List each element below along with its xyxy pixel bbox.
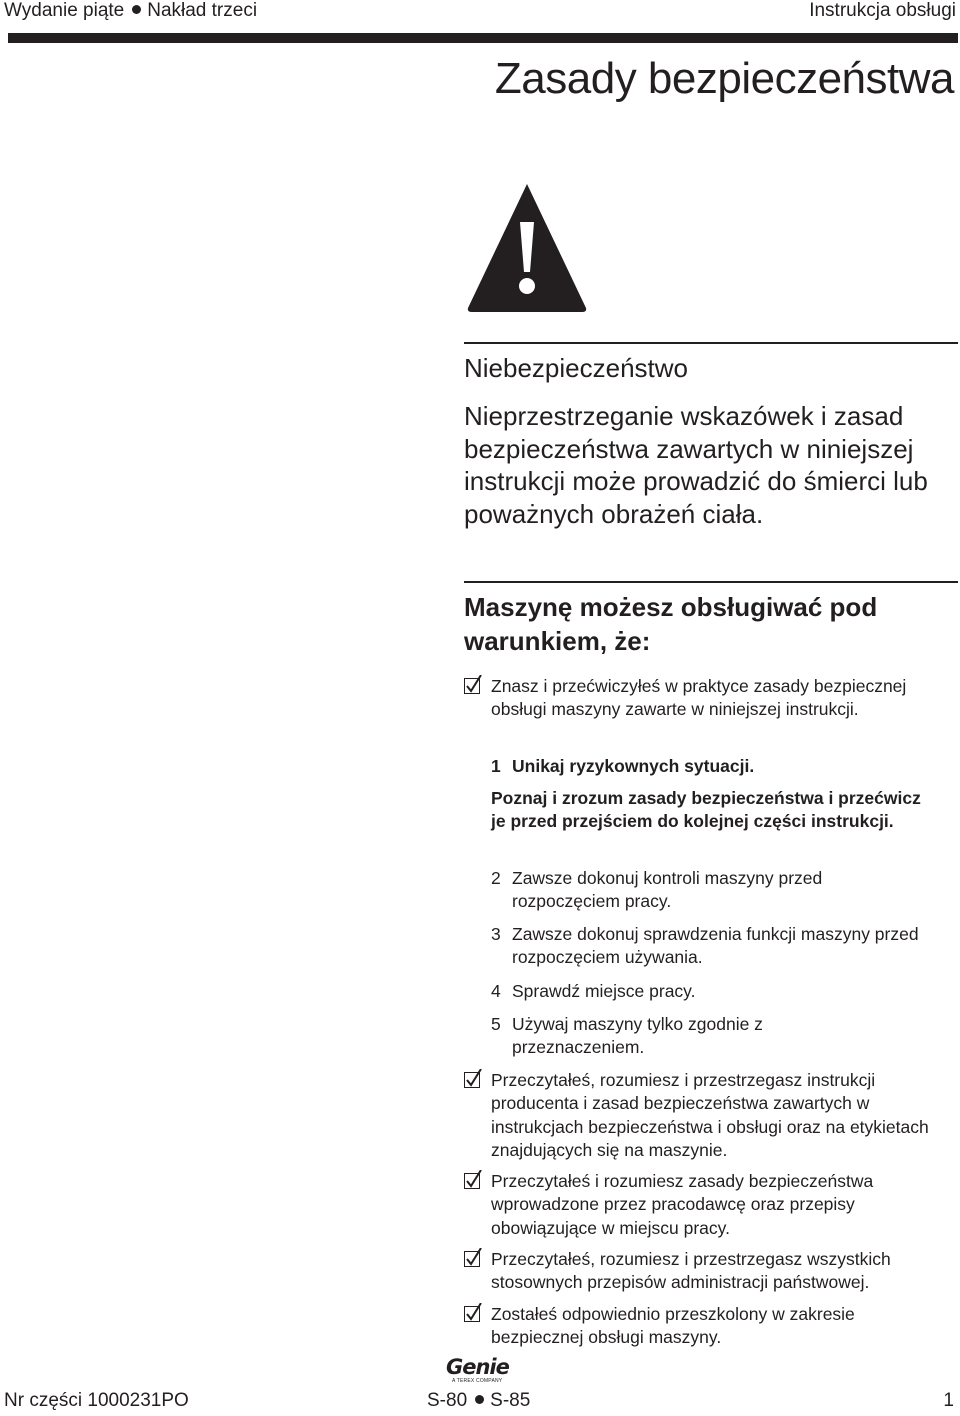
header-edition xyxy=(4,0,257,22)
warning-triangle-icon xyxy=(464,180,590,314)
danger-text: Nieprzestrzeganie wskazówek i zasad bezpieczeństwa zawartych w niniejszej instrukcji może prowadzić do śmierci lub poważnych obrażeń ciała. xyxy=(464,401,928,529)
logo-tagline: A TEREX COMPANY xyxy=(452,1378,503,1384)
checklist-text: Zostałeś odpowiednio przeszkolony w zakresie bezpiecznej obsługi maszyny. xyxy=(491,1304,855,1348)
checklist-text: Przeczytałeś i rozumiesz zasady bezpieczeństwa wprowadzone przez pracodawcę oraz przepisy obowiązujące w miejscu pracy. xyxy=(491,1171,874,1238)
page-number: 1 xyxy=(943,1390,954,1411)
footer-models xyxy=(427,1390,530,1412)
danger-heading: Niebezpieczeństwo xyxy=(464,353,689,383)
logo-wordmark: Genie xyxy=(446,1355,509,1379)
header-doc-type: Instrukcja obsługi xyxy=(809,0,956,21)
edition-label: Wydanie piąte xyxy=(4,0,125,21)
danger-rule xyxy=(464,342,958,344)
operate-heading: Maszynę możesz obsługiwać pod warunkiem, że: xyxy=(464,592,878,656)
model-s80: S-80 xyxy=(427,1390,468,1411)
checkbox-checked-icon xyxy=(464,1173,480,1189)
checkbox-checked-icon xyxy=(464,1306,480,1322)
checkbox-checked-icon xyxy=(464,1072,480,1088)
footer-part-number: Nr części 1000231PO xyxy=(4,1390,189,1411)
page-title: Zasady bezpieczeństwa xyxy=(494,54,954,103)
checklist-text: Przeczytałeś, rozumiesz i przestrzegasz wszystkich stosownych przepisów administracji państwowej. xyxy=(491,1249,891,1293)
model-s85: S-85 xyxy=(490,1390,531,1411)
checklist-text: Znasz i przećwiczyłeś w praktyce zasady bezpiecznej obsługi maszyny zawarte w niniejszej instrukcji. xyxy=(491,676,907,720)
checkbox-checked-icon xyxy=(464,678,480,694)
print-run-label: Nakład trzeci xyxy=(147,0,258,21)
bullet-icon xyxy=(475,1395,484,1404)
checkbox-checked-icon xyxy=(464,1251,480,1267)
genie-logo xyxy=(446,1357,509,1384)
header-rule xyxy=(8,33,958,43)
section-rule xyxy=(464,581,958,583)
bullet-icon xyxy=(132,5,141,14)
checklist-text: Przeczytałeś, rozumiesz i przestrzegasz instrukcji producenta i zasad bezpieczeństwa zawartych w instrukcjach bezpieczeństwa i obsługi oraz na etykietach znajdujących się na maszynie. xyxy=(491,1070,929,1161)
